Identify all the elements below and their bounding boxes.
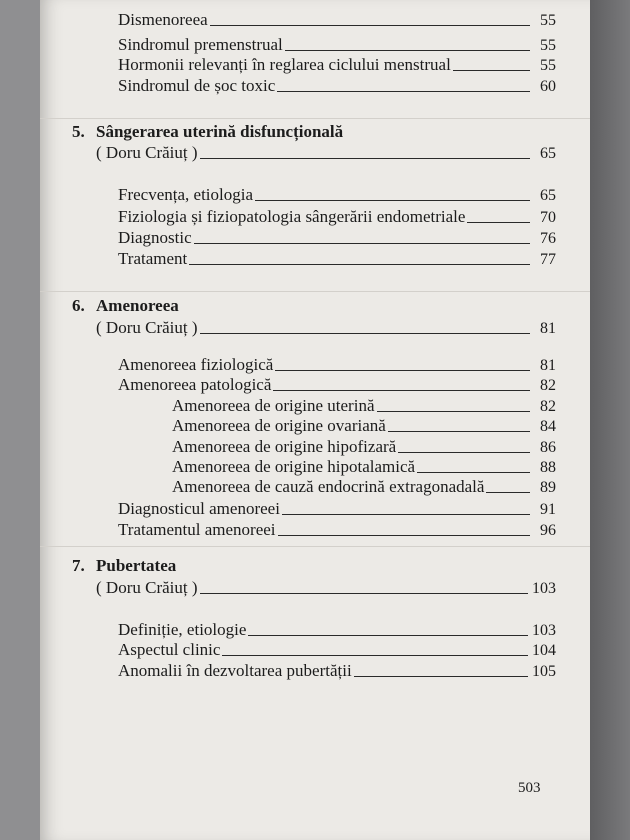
- toc-author: [96, 578, 556, 598]
- toc-entry-title: Diagnosticul amenoreei: [118, 499, 280, 518]
- toc-page-number: 81: [540, 357, 556, 374]
- toc-page-number: 103: [532, 580, 556, 597]
- toc-entry-title: Amenoreea fiziologică: [118, 355, 274, 374]
- toc-page-number: 96: [540, 522, 556, 539]
- section-divider: [40, 291, 590, 292]
- section-divider: [40, 118, 590, 119]
- toc-subentry: [172, 437, 556, 457]
- toc-entry: [118, 35, 556, 55]
- chapter-title: Sângerarea uterină disfuncțională: [96, 122, 344, 141]
- toc-entry-title: Sindromul de șoc toxic: [118, 76, 276, 95]
- toc-entry-title: Anomalii în dezvoltarea pubertății: [118, 661, 352, 680]
- toc-entry: [118, 499, 556, 519]
- toc-entry-title: Tratamentul amenoreei: [118, 520, 276, 539]
- author-name: ( Doru Crăiuț ): [96, 318, 198, 337]
- chapter-title: Pubertatea: [96, 556, 177, 575]
- toc-subentry: [172, 477, 556, 497]
- toc-entry: [118, 375, 556, 395]
- toc-page-number: 55: [540, 12, 556, 29]
- toc-entry: [118, 520, 556, 540]
- toc-author: [96, 318, 556, 338]
- toc-page-number: 60: [540, 78, 556, 95]
- toc-page-number: 55: [540, 37, 556, 54]
- toc-entry: [118, 207, 556, 227]
- toc-page-number: 77: [540, 251, 556, 268]
- page-edge-shadow: [590, 0, 630, 840]
- toc-entry-title: Frecvența, etiologia: [118, 185, 254, 204]
- toc-entry-title: Amenoreea de origine uterină: [172, 396, 375, 415]
- toc-page-number: 82: [540, 398, 556, 415]
- toc-page-number: 88: [540, 459, 556, 476]
- section-divider: [40, 546, 590, 547]
- toc-entry-title: Definiție, etiologie: [118, 620, 247, 639]
- toc-subentry: [172, 457, 556, 477]
- chapter-number: 5.: [72, 122, 85, 141]
- toc-entry-title: Amenoreea de origine hipotalamică: [172, 457, 416, 476]
- toc-entry: [118, 661, 556, 681]
- toc-entry: [118, 620, 556, 640]
- toc-entry: [118, 355, 556, 375]
- toc-page-number: 65: [540, 187, 556, 204]
- toc-entry: [118, 228, 556, 248]
- toc-author: [96, 143, 556, 163]
- toc-page-number: 103: [532, 622, 556, 639]
- chapter-heading: [72, 122, 556, 142]
- toc-page-number: 105: [532, 663, 556, 680]
- toc-page-number: 55: [540, 57, 556, 74]
- toc-page-number: 104: [532, 642, 556, 659]
- toc-entry: [118, 76, 556, 96]
- toc-entry-title: Hormonii relevanți în reglarea ciclului menstrual: [118, 55, 451, 74]
- toc-page-number: 89: [540, 479, 556, 496]
- toc-entry-title: Diagnostic: [118, 228, 192, 247]
- toc-entry-title: Fiziologia și fiziopatologia sângerării endometriale: [118, 207, 466, 226]
- toc-page-number: 86: [540, 439, 556, 456]
- chapter-title: Amenoreea: [96, 296, 179, 315]
- toc-page-number: 81: [540, 320, 556, 337]
- toc-entry-title: Dismenoreea: [118, 10, 208, 29]
- chapter-heading: [72, 296, 556, 316]
- toc-page-number: 65: [540, 145, 556, 162]
- chapter-number: 7.: [72, 556, 85, 575]
- toc-page-number: 84: [540, 418, 556, 435]
- chapter-number: 6.: [72, 296, 85, 315]
- page-number: 503: [518, 780, 541, 796]
- toc-subentry: [172, 396, 556, 416]
- toc-entry-title: Aspectul clinic: [118, 640, 221, 659]
- toc-entry: [118, 55, 556, 75]
- chapter-heading: [72, 556, 556, 576]
- toc-entry-title: Tratament: [118, 249, 188, 268]
- toc-subentry: [172, 416, 556, 436]
- toc-page-number: 76: [540, 230, 556, 247]
- author-name: ( Doru Crăiuț ): [96, 578, 198, 597]
- toc-entry: [118, 185, 556, 205]
- toc-entry: [118, 249, 556, 269]
- toc-entry-title: Amenoreea de cauză endocrină extragonadală: [172, 477, 485, 496]
- toc-entry-title: Amenoreea de origine hipofizară: [172, 437, 397, 456]
- toc-page-number: 91: [540, 501, 556, 518]
- author-name: ( Doru Crăiuț ): [96, 143, 198, 162]
- toc-entry: [118, 10, 556, 30]
- toc-entry-title: Amenoreea de origine ovariană: [172, 416, 386, 435]
- toc-entry-title: Amenoreea patologică: [118, 375, 272, 394]
- toc-page-number: 70: [540, 209, 556, 226]
- toc-page-number: 82: [540, 377, 556, 394]
- toc-entry: [118, 640, 556, 660]
- toc-entry-title: Sindromul premenstrual: [118, 35, 283, 54]
